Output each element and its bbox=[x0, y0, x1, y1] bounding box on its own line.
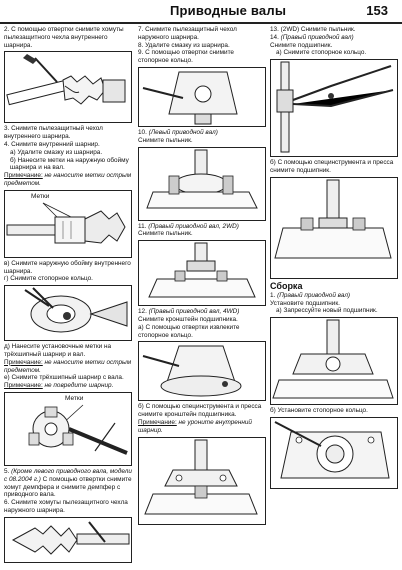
column-1 bbox=[4, 26, 132, 565]
step-text: 13. (2WD) Снимите пыльник. bbox=[270, 26, 356, 33]
step-text bbox=[4, 468, 132, 499]
figure-press-bracket bbox=[138, 437, 266, 525]
step-number: 10. bbox=[138, 128, 149, 136]
step-text bbox=[138, 129, 266, 137]
illustration-snap-ring-pliers bbox=[5, 286, 131, 340]
figure-bracket-snap-ring bbox=[138, 341, 266, 401]
note-text: не уроните внутренний шарнир. bbox=[138, 418, 254, 434]
figure-press-new-bearing bbox=[270, 317, 398, 405]
step-number: 14. bbox=[270, 33, 281, 41]
step-number: 5. bbox=[4, 467, 12, 475]
note bbox=[4, 382, 132, 390]
illustration-shaft-boot bbox=[5, 52, 131, 122]
figure-snap-ring-outer bbox=[138, 67, 266, 127]
note-text: не повредите шарнир. bbox=[42, 382, 114, 390]
page-header bbox=[0, 0, 402, 24]
step-text: б) С помощью специнструмента и пресса снимите кронштейн подшипника. bbox=[138, 403, 264, 419]
step-text: а) Снимите стопорное кольцо. bbox=[276, 49, 367, 57]
section-heading: Сборка bbox=[270, 280, 303, 291]
step-condition: (Правый приводной вал, 2WD) bbox=[148, 222, 239, 230]
step-text: г) Снимите стопорное кольцо. bbox=[4, 275, 93, 283]
step-number: 1. bbox=[270, 291, 278, 299]
step-text: б) Нанесите метки на наружную обойму шарнира и на вал. bbox=[10, 156, 131, 172]
illustration-press-seal-right bbox=[139, 241, 265, 305]
step-condition: (Правый приводной вал) bbox=[277, 291, 351, 299]
figure-dust-seal-left bbox=[138, 147, 266, 221]
step-text: б) С помощью специнструмента и пресса снимите подшипник. bbox=[270, 159, 396, 174]
step-text: Снимите пыльник. bbox=[138, 136, 193, 144]
note bbox=[4, 172, 132, 188]
note-label: Примечание: bbox=[4, 172, 43, 180]
illustration-bracket-ring bbox=[139, 342, 265, 400]
page-number: 153 bbox=[366, 3, 388, 18]
illustration-joint-marks bbox=[5, 191, 131, 257]
illustration-press-bearing bbox=[271, 178, 397, 278]
step-text: Установите подшипник. bbox=[270, 299, 340, 307]
step-text bbox=[138, 223, 266, 231]
step-text: 7. Снимите пылезащитный чехол наружного шарнира. bbox=[138, 26, 239, 41]
marks-label: Метки bbox=[31, 192, 50, 200]
step-text: в) Снимите наружную обойму внутреннего шарнира. bbox=[4, 259, 133, 275]
note bbox=[138, 419, 266, 435]
figure-outer-boot-clamp bbox=[4, 517, 132, 563]
note bbox=[4, 359, 132, 375]
step-text: Снимите подшипник. bbox=[270, 41, 333, 49]
illustration-press-bracket bbox=[139, 438, 265, 524]
column-3 bbox=[270, 26, 398, 491]
step-condition: (Правый приводной вал) bbox=[280, 33, 354, 41]
figure-snap-ring bbox=[4, 285, 132, 341]
step-condition: (Правый приводной вал, 4WD) bbox=[148, 308, 240, 316]
step-text: 8. Удалите смазку из шарнира. bbox=[138, 41, 230, 49]
marks-label: Метки bbox=[65, 394, 84, 402]
step-text: 3. Снимите пылезащитный чехол внутреннего шарнира. bbox=[4, 125, 105, 141]
step-text: 4. Снимите внутренний шарнир. bbox=[4, 140, 100, 148]
figure-bearing-snap-ring bbox=[270, 59, 398, 157]
step-text: 2. С помощью отвертки снимите хомуты пылезащитного чехла внутреннего шарнира. bbox=[4, 26, 126, 49]
note-label: Примечание: bbox=[4, 358, 43, 366]
step-text: 6. Снимите хомуты пылезащитного чехла наружного шарнира. bbox=[4, 499, 130, 514]
step-text: б) Установите стопорное кольцо. bbox=[270, 407, 368, 415]
note-label: Примечание: bbox=[4, 382, 43, 390]
illustration-bearing-ring bbox=[271, 60, 397, 156]
step-text: Снимите пыльник. bbox=[138, 230, 193, 238]
note-text: не наносите метки острым предметом. bbox=[4, 358, 133, 374]
figure-press-bearing bbox=[270, 177, 398, 279]
illustration-outer-snap-ring bbox=[139, 68, 265, 126]
illustration-tripod-joint bbox=[5, 393, 131, 465]
step-text: Снимите кронштейн подшипника. bbox=[138, 315, 238, 323]
illustration-press-new-bearing bbox=[271, 318, 397, 404]
step-body: С помощью отвертки снимите хомут демпфера и снимите демпфер с приводного вала. bbox=[4, 475, 134, 499]
figure-boot-clamp-removal bbox=[4, 51, 132, 123]
step-text: а) Запрессуйте новый подшипник. bbox=[276, 307, 378, 315]
step-text: д) Нанесите установочные метки на трёхшипный шарнир и вал. bbox=[4, 343, 113, 358]
step-number: 11. bbox=[138, 222, 149, 230]
illustration-press-seal-left bbox=[139, 148, 265, 220]
step-condition: (Левый приводной вал) bbox=[148, 128, 218, 136]
figure-tripod-marks bbox=[4, 392, 132, 466]
step-text bbox=[138, 308, 266, 316]
step-condition: (Кроме левого приводного вала, модели с 08.2004 г.) bbox=[4, 467, 134, 483]
figure-dust-seal-right-2wd bbox=[138, 240, 266, 306]
note-label: Примечание: bbox=[138, 418, 177, 426]
illustration-outer-joint bbox=[5, 518, 131, 562]
step-number: 12. bbox=[138, 308, 149, 316]
step-text bbox=[270, 34, 398, 42]
page-title: Приводные валы bbox=[170, 3, 287, 18]
step-text bbox=[270, 292, 398, 300]
illustration-install-ring bbox=[271, 418, 397, 488]
note-text: не наносите метки острым предметом. bbox=[4, 172, 133, 187]
step-text: е) Снимите трёхшипный шарнир с вала. bbox=[4, 374, 124, 382]
figure-marks-shaft bbox=[4, 190, 132, 258]
column-2 bbox=[138, 26, 266, 527]
step-text: а) Удалите смазку из шарнира. bbox=[10, 148, 103, 156]
figure-install-snap-ring bbox=[270, 417, 398, 489]
step-text: а) С помощью отвертки извлеките стопорное кольцо. bbox=[138, 323, 242, 339]
step-text: 9. С помощью отвертки снимите стопорное кольцо. bbox=[138, 49, 236, 65]
